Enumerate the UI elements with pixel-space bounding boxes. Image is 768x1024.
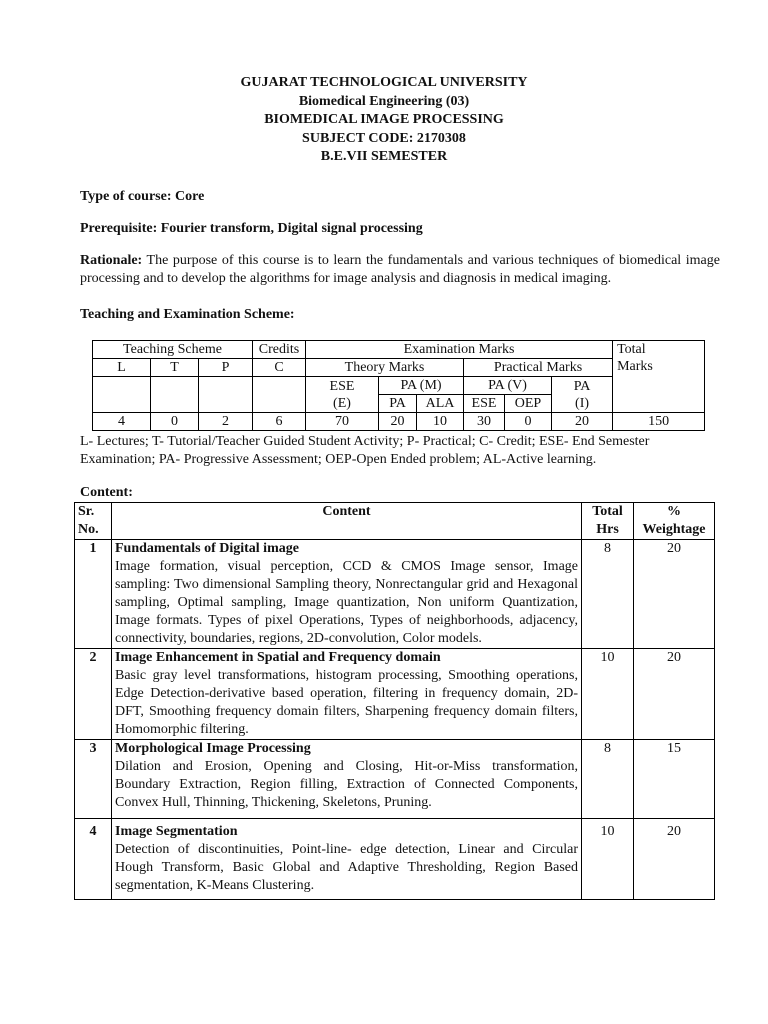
topic-title: Fundamentals of Digital image xyxy=(115,541,299,556)
ese-label: ESE xyxy=(329,378,355,394)
weightage: 20 xyxy=(634,540,715,649)
no-label: No. xyxy=(78,522,99,537)
rationale-label: Rationale: xyxy=(80,253,143,268)
total-hrs: 10 xyxy=(582,649,634,740)
total-hrs: 8 xyxy=(582,540,634,649)
sr-label: Sr. xyxy=(78,504,95,519)
prerequisite: Prerequisite: Fourier transform, Digital signal processing xyxy=(80,221,423,236)
topic-description: Basic gray level transformations, histogram processing, Smoothing operations, Edge Detection-derivative based operation, filtering in frequency domain, 2D-DFT, Smoothing frequency domain filters, Sharpening frequency domain filters, Homomorphic filtering. xyxy=(115,668,578,737)
topic-title: Image Segmentation xyxy=(115,824,238,839)
credits-header: Credits xyxy=(253,341,306,359)
sr-no: 2 xyxy=(75,649,112,740)
university-name: GUJARAT TECHNOLOGICAL UNIVERSITY xyxy=(240,75,528,90)
pa-value: 20 xyxy=(379,413,417,431)
pa-i-header xyxy=(552,377,613,413)
subject-name: BIOMEDICAL IMAGE PROCESSING xyxy=(264,112,504,127)
pa-label: PA xyxy=(573,378,591,394)
practical-col: P xyxy=(199,359,253,377)
subject-code: SUBJECT CODE: 2170308 xyxy=(302,130,466,146)
content-header-row xyxy=(75,503,715,540)
semester: B.E.VII SEMESTER xyxy=(320,149,448,164)
weightage-label: Weightage xyxy=(642,522,706,537)
sr-no: 4 xyxy=(75,819,112,900)
pa-v-header: PA (V) xyxy=(464,377,552,395)
content-cell xyxy=(112,819,582,900)
tutorial-value: 0 xyxy=(151,413,199,431)
pa-m-header: PA (M) xyxy=(379,377,464,395)
topic-description: Detection of discontinuities, Point-line- edge detection, Linear and Circular Hough Transform, Basic Global and Adaptive Thresholding, Region Based segmentation, K-Means Clustering. xyxy=(115,842,578,893)
credit-col: C xyxy=(253,359,306,377)
teaching-exam-scheme-table xyxy=(92,340,705,431)
rationale xyxy=(80,252,720,288)
ese-header xyxy=(306,377,379,413)
table-row xyxy=(75,819,715,900)
content-cell xyxy=(112,649,582,740)
percent-label: % xyxy=(667,504,681,519)
table-row xyxy=(75,649,715,740)
total-marks-value: 150 xyxy=(613,413,705,431)
practical-marks-header: Practical Marks xyxy=(464,359,613,377)
total-hrs-header xyxy=(582,503,634,540)
rationale-text: The purpose of this course is to learn the fundamentals and various techniques of biomedical image processing and to develop the algorithms for image analysis and diagnosis in medical imaging. xyxy=(80,253,720,286)
topic-description: Dilation and Erosion, Opening and Closing, Hit-or-Miss transformation, Boundary Extraction, Region filling, Extraction of Connected Components, Convex Hull, Thinning, Thickening, Skeletons, Pruning. xyxy=(115,759,578,810)
pa-i-value: 20 xyxy=(552,413,613,431)
weightage: 15 xyxy=(634,740,715,819)
topic-description: Image formation, visual perception, CCD & CMOS Image sensor, Image sampling: Two dimensional Sampling theory, Nonrectangular grid and Hexagonal sampling, Optimal sampling, Image quantization, Non uniform Quantization, Image formats. Types of pixel Operations, Types of neighborhoods, adjacency, connectivity, boundaries, regions, 2D-convolution, Color models. xyxy=(115,559,578,646)
ese-v-value: 30 xyxy=(464,413,505,431)
total-marks-header xyxy=(613,341,705,377)
credit-value: 6 xyxy=(253,413,306,431)
sr-no: 1 xyxy=(75,540,112,649)
sr-no: 3 xyxy=(75,740,112,819)
teaching-scheme-header: Teaching Scheme xyxy=(93,341,253,359)
table-row xyxy=(75,740,715,819)
document-header xyxy=(0,74,768,167)
tutorial-col: T xyxy=(151,359,199,377)
scheme-header-row-3 xyxy=(93,377,705,395)
examination-marks-header: Examination Marks xyxy=(306,341,613,359)
content-cell xyxy=(112,540,582,649)
total-marks-line2: Marks xyxy=(617,359,653,374)
pa-i-label: (I) xyxy=(575,395,590,411)
oep-header: OEP xyxy=(505,395,552,413)
total-label: Total xyxy=(592,504,623,519)
content-title: Content: xyxy=(80,485,133,500)
ese-e-label: (E) xyxy=(333,395,351,411)
ese-sub-header: ESE xyxy=(464,395,505,413)
scheme-title: Teaching and Examination Scheme: xyxy=(80,307,295,322)
ala-value: 10 xyxy=(417,413,464,431)
total-hrs: 10 xyxy=(582,819,634,900)
pa-sub-header: PA xyxy=(379,395,417,413)
scheme-header-row-1 xyxy=(93,341,705,359)
content-table xyxy=(74,502,715,900)
content-cell xyxy=(112,740,582,819)
oep-value: 0 xyxy=(505,413,552,431)
sr-no-header xyxy=(75,503,112,540)
practical-value: 2 xyxy=(199,413,253,431)
theory-marks-header: Theory Marks xyxy=(306,359,464,377)
course-type: Type of course: Core xyxy=(80,189,205,204)
abbreviation-legend: L- Lectures; T- Tutorial/Teacher Guided Student Activity; P- Practical; C- Credit; ESE- End Semester Examination; PA- Progressive Assessment; OEP-Open Ended problem; AL-Active learning. xyxy=(80,434,650,467)
branch-name: Biomedical Engineering (03) xyxy=(298,93,470,109)
lectures-col: L xyxy=(93,359,151,377)
table-row xyxy=(75,540,715,649)
weightage: 20 xyxy=(634,819,715,900)
weightage-header xyxy=(634,503,715,540)
topic-title: Image Enhancement in Spatial and Frequency domain xyxy=(115,650,441,665)
ala-header: ALA xyxy=(417,395,464,413)
hrs-label: Hrs xyxy=(596,522,619,537)
total-marks-line1: Total xyxy=(617,342,646,357)
weightage: 20 xyxy=(634,649,715,740)
scheme-values-row xyxy=(93,413,705,431)
ese-value: 70 xyxy=(306,413,379,431)
lectures-value: 4 xyxy=(93,413,151,431)
topic-title: Morphological Image Processing xyxy=(115,741,311,756)
total-hrs: 8 xyxy=(582,740,634,819)
content-header: Content xyxy=(112,503,582,540)
